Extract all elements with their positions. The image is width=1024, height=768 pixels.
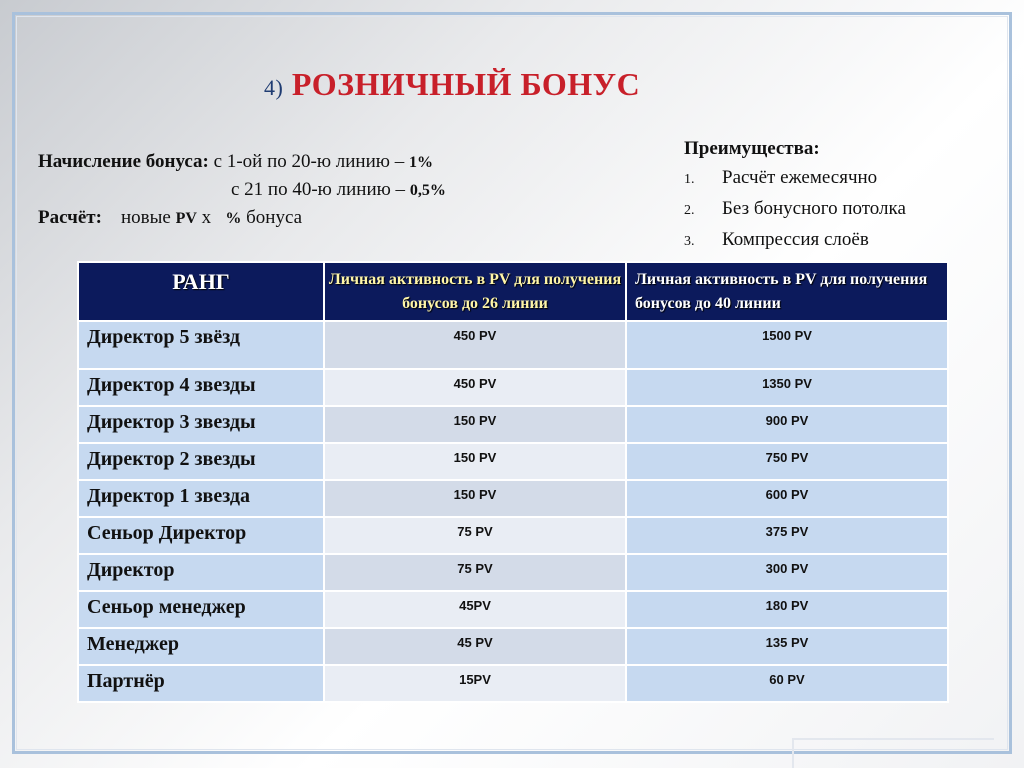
table-row	[78, 591, 948, 628]
advantage-text: Компрессия слоёв	[722, 229, 869, 250]
pv40-cell: 900 PV	[626, 406, 948, 443]
pv26-cell: 45PV	[324, 591, 626, 628]
rank-cell: Партнёр	[78, 665, 324, 702]
table-row	[78, 321, 948, 369]
rank-cell: Директор 5 звёзд	[78, 321, 324, 369]
pv40-cell: 1350 PV	[626, 369, 948, 406]
rank-cell: Сеньор менеджер	[78, 591, 324, 628]
calc-line3-x: х	[201, 207, 212, 228]
title-text: РОЗНИЧНЫЙ БОНУС	[291, 66, 641, 102]
pv26-cell: 450 PV	[324, 369, 626, 406]
calc-label-formula: Расчёт:	[38, 207, 102, 228]
table-row	[78, 406, 948, 443]
advantage-number: 2.	[684, 203, 695, 218]
table-row	[78, 480, 948, 517]
header-pv-40: Личная активность в PV для получения бонусов до 40 линии	[626, 262, 948, 321]
corner-decoration	[792, 738, 994, 768]
rank-table	[77, 261, 949, 703]
calc-line2-value: 0,5%	[409, 182, 446, 199]
rank-cell: Менеджер	[78, 628, 324, 665]
pv40-cell: 1500 PV	[626, 321, 948, 369]
pv40-cell: 135 PV	[626, 628, 948, 665]
rank-cell: Директор	[78, 554, 324, 591]
pv26-cell: 75 PV	[324, 517, 626, 554]
calc-line2-text: с 21 по 40-ю линию –	[231, 179, 406, 200]
pv40-cell: 60 PV	[626, 665, 948, 702]
table-row	[78, 554, 948, 591]
table-row	[78, 628, 948, 665]
rank-cell: Директор 3 звезды	[78, 406, 324, 443]
pv40-cell: 180 PV	[626, 591, 948, 628]
table-row	[78, 665, 948, 702]
pv26-cell: 75 PV	[324, 554, 626, 591]
pv40-cell: 375 PV	[626, 517, 948, 554]
calc-line3-text-b: бонуса	[246, 207, 303, 228]
advantage-text: Без бонусного потолка	[722, 198, 906, 219]
table-row	[78, 517, 948, 554]
calc-line-1	[38, 148, 446, 176]
advantage-item	[684, 225, 906, 256]
pv26-cell: 150 PV	[324, 443, 626, 480]
pv40-cell: 750 PV	[626, 443, 948, 480]
calc-line3-text-a: новые	[120, 207, 171, 228]
pv40-cell: 300 PV	[626, 554, 948, 591]
calc-line3-pct: %	[225, 210, 242, 227]
pv26-cell: 45 PV	[324, 628, 626, 665]
table-row	[78, 443, 948, 480]
pv40-cell: 600 PV	[626, 480, 948, 517]
pv26-cell: 150 PV	[324, 406, 626, 443]
advantage-number: 1.	[684, 172, 695, 187]
advantage-text: Расчёт ежемесячно	[722, 167, 878, 188]
rank-cell: Директор 1 звезда	[78, 480, 324, 517]
table-header-row	[78, 262, 948, 321]
calc-label-accrual: Начисление бонуса:	[38, 151, 209, 172]
advantages-block	[684, 134, 906, 256]
advantage-number: 3.	[684, 234, 695, 249]
advantages-heading: Преимущества:	[684, 138, 820, 159]
advantages-list	[684, 163, 906, 256]
slide-title	[264, 66, 640, 103]
rank-cell: Директор 2 звезды	[78, 443, 324, 480]
calc-line3-pv: PV	[175, 210, 197, 227]
table-row	[78, 369, 948, 406]
advantage-item	[684, 163, 906, 194]
calc-line1-value: 1%	[408, 154, 433, 171]
advantage-item	[684, 194, 906, 225]
bonus-calculation	[38, 148, 446, 232]
pv26-cell: 450 PV	[324, 321, 626, 369]
rank-cell: Директор 4 звезды	[78, 369, 324, 406]
pv26-cell: 15PV	[324, 665, 626, 702]
pv26-cell: 150 PV	[324, 480, 626, 517]
calc-line1-text: с 1-ой по 20-ю линию –	[213, 151, 405, 172]
calc-line-2	[38, 176, 446, 204]
calc-line-3	[38, 204, 446, 232]
header-pv-26: Личная активность в PV для получения бонусов до 26 линии	[324, 262, 626, 321]
title-number: 4)	[264, 75, 284, 100]
rank-cell: Сеньор Директор	[78, 517, 324, 554]
header-rank: РАНГ	[78, 262, 324, 321]
